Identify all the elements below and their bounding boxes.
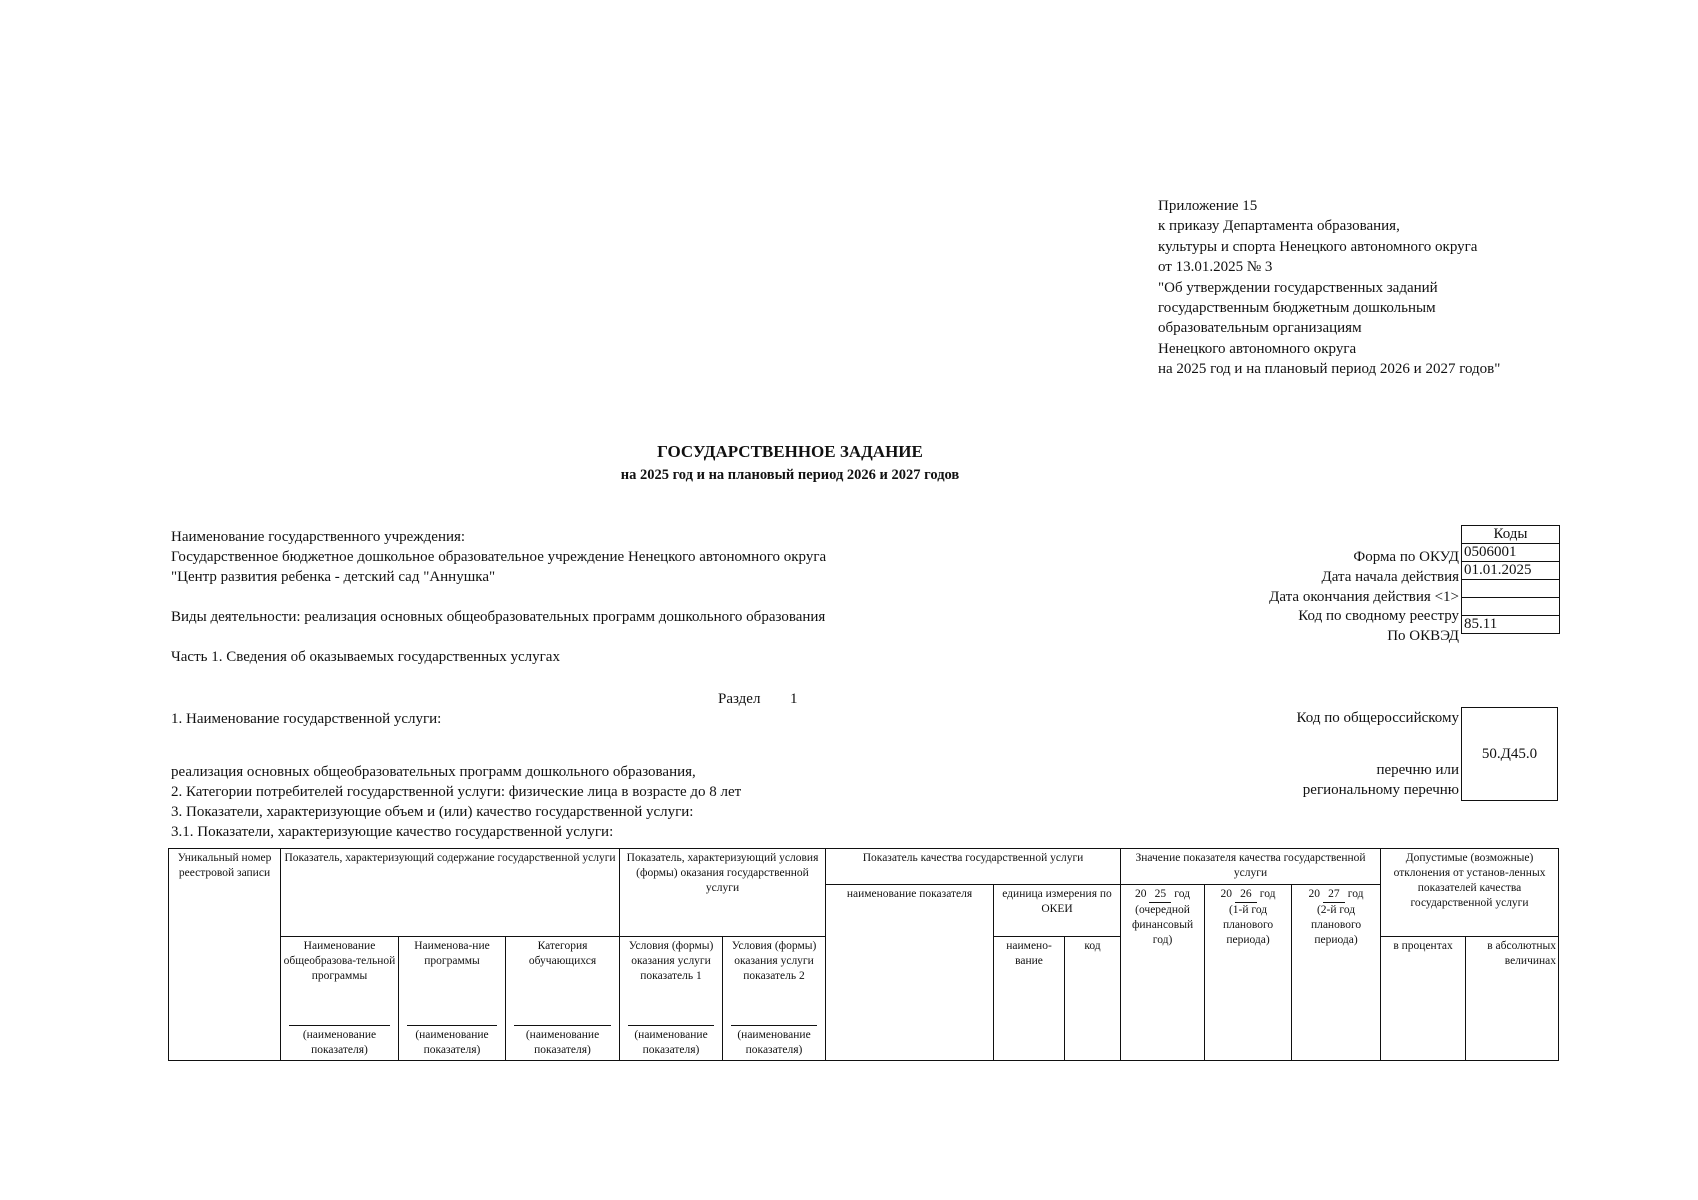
service-item2: 2. Категории потребителей государственной услуги: физические лица в возрасте до 8 лет (171, 784, 742, 800)
annex-line: от 13.01.2025 № 3 (1158, 259, 1273, 276)
codes-label-registry: Код по сводному реестру (1298, 608, 1459, 624)
registry-label-3: региональному перечню (1302, 782, 1459, 798)
service-name: реализация основных общеобразовательных программ дошкольного образования, (171, 764, 696, 780)
sub-label: (наименование показателя) (281, 1023, 399, 1061)
annex-line: на 2025 год и на плановый период 2026 и 2027 годов" (1158, 361, 1501, 378)
section-label: Раздел (718, 691, 761, 707)
section-number: 1 (790, 691, 798, 707)
registry-code-box (1461, 707, 1558, 801)
codes-value-end-date (1462, 580, 1560, 598)
col-content-group: Показатель, характеризующий содержание государственной услуги (281, 849, 620, 937)
col-absolute: в абсолютных величинах (1466, 937, 1559, 1061)
annex-line: к приказу Департамента образования, (1158, 218, 1400, 235)
sub-label: (наименование показателя) (399, 1023, 506, 1061)
codes-value-okved: 85.11 (1462, 616, 1560, 634)
col-unique-number: Уникальный номер реестровой записи (169, 849, 281, 1061)
annex-block (1158, 196, 1500, 380)
col-unit-name: наимено-вание (994, 937, 1065, 1061)
col-indicator-name: наименование показателя (826, 885, 994, 1061)
codes-value-okud: 0506001 (1462, 544, 1560, 562)
annex-line: образовательным организациям (1158, 320, 1362, 337)
document-title: ГОСУДАРСТВЕННОЕ ЗАДАНИЕ (657, 442, 923, 461)
service-item3: 3. Показатели, характеризующие объем и (или) качество государственной услуги: (171, 804, 694, 820)
col-percent: в процентах (1381, 937, 1466, 1061)
col-year-2027: 20 27 год (2-й год планового периода) (1292, 885, 1381, 1061)
annex-line: культуры и спорта Ненецкого автономного округа (1158, 238, 1478, 255)
part1-heading: Часть 1. Сведения об оказываемых государственных услугах (171, 649, 560, 665)
activity-text: Виды деятельности: реализация основных общеобразовательных программ дошкольного образования (171, 609, 826, 625)
institution-name-line2: "Центр развития ребенка - детский сад "Аннушка" (171, 569, 496, 585)
col-category: Категория обучающихся (506, 937, 620, 1023)
institution-label: Наименование государственного учреждения: (171, 529, 466, 545)
col-quality-group: Показатель качества государственной услуги (826, 849, 1121, 885)
col-condition-1: Условия (формы) оказания услуги показатель 1 (620, 937, 723, 1023)
codes-value-start-date: 01.01.2025 (1462, 562, 1560, 580)
sub-label: (наименование показателя) (506, 1023, 620, 1061)
quality-table (168, 848, 1559, 1061)
col-value-group: Значение показателя качества государственной услуги (1121, 849, 1381, 885)
col-unit: единица измерения по ОКЕИ (994, 885, 1121, 937)
col-unit-code: код (1065, 937, 1121, 1061)
codes-label-okved: По ОКВЭД (1387, 628, 1459, 644)
col-deviation-group: Допустимые (возможные) отклонения от установ-ленных показателей качества государственной услуги (1381, 849, 1559, 937)
institution-name-line1: Государственное бюджетное дошкольное образовательное учреждение Ненецкого автономного округа (171, 549, 827, 565)
document-subtitle: на 2025 год и на плановый период 2026 и 2027 годов (620, 467, 960, 483)
service-item31: 3.1. Показатели, характеризующие качество государственной услуги: (171, 824, 614, 840)
registry-code: 50.Д45.0 (1481, 745, 1538, 762)
annex-line: Приложение 15 (1158, 198, 1258, 214)
sub-label: (наименование показателя) (620, 1023, 723, 1061)
codes-table (1461, 525, 1560, 634)
codes-label-end-date: Дата окончания действия <1> (1269, 589, 1459, 605)
col-program: Наименова-ние программы (399, 937, 506, 1023)
annex-line: Ненецкого автономного округа (1158, 340, 1357, 357)
codes-header: Коды (1462, 526, 1560, 544)
codes-label-start-date: Дата начала действия (1321, 569, 1459, 585)
sub-label: (наименование показателя) (723, 1023, 826, 1061)
col-condition-2: Условия (формы) оказания услуги показатель 2 (723, 937, 826, 1023)
service-item1: 1. Наименование государственной услуги: (171, 711, 442, 727)
col-program-name: Наименование общеобразова-тельной программы (281, 937, 399, 1023)
col-year-2026: 20 26 год (1-й год планового периода) (1205, 885, 1292, 1061)
col-year-2025: 20 25 год (очередной финансовый год) (1121, 885, 1205, 1061)
codes-label-okud: Форма по ОКУД (1353, 549, 1459, 565)
annex-line: государственным бюджетным дошкольным (1158, 300, 1436, 317)
registry-label-2: перечню или (1376, 762, 1459, 778)
annex-line: "Об утверждении государственных заданий (1158, 279, 1438, 296)
codes-value-registry (1462, 598, 1560, 616)
registry-label-1: Код по общероссийскому (1296, 710, 1459, 726)
col-conditions-group: Показатель, характеризующий условия (формы) оказания государственной услуги (620, 849, 826, 937)
